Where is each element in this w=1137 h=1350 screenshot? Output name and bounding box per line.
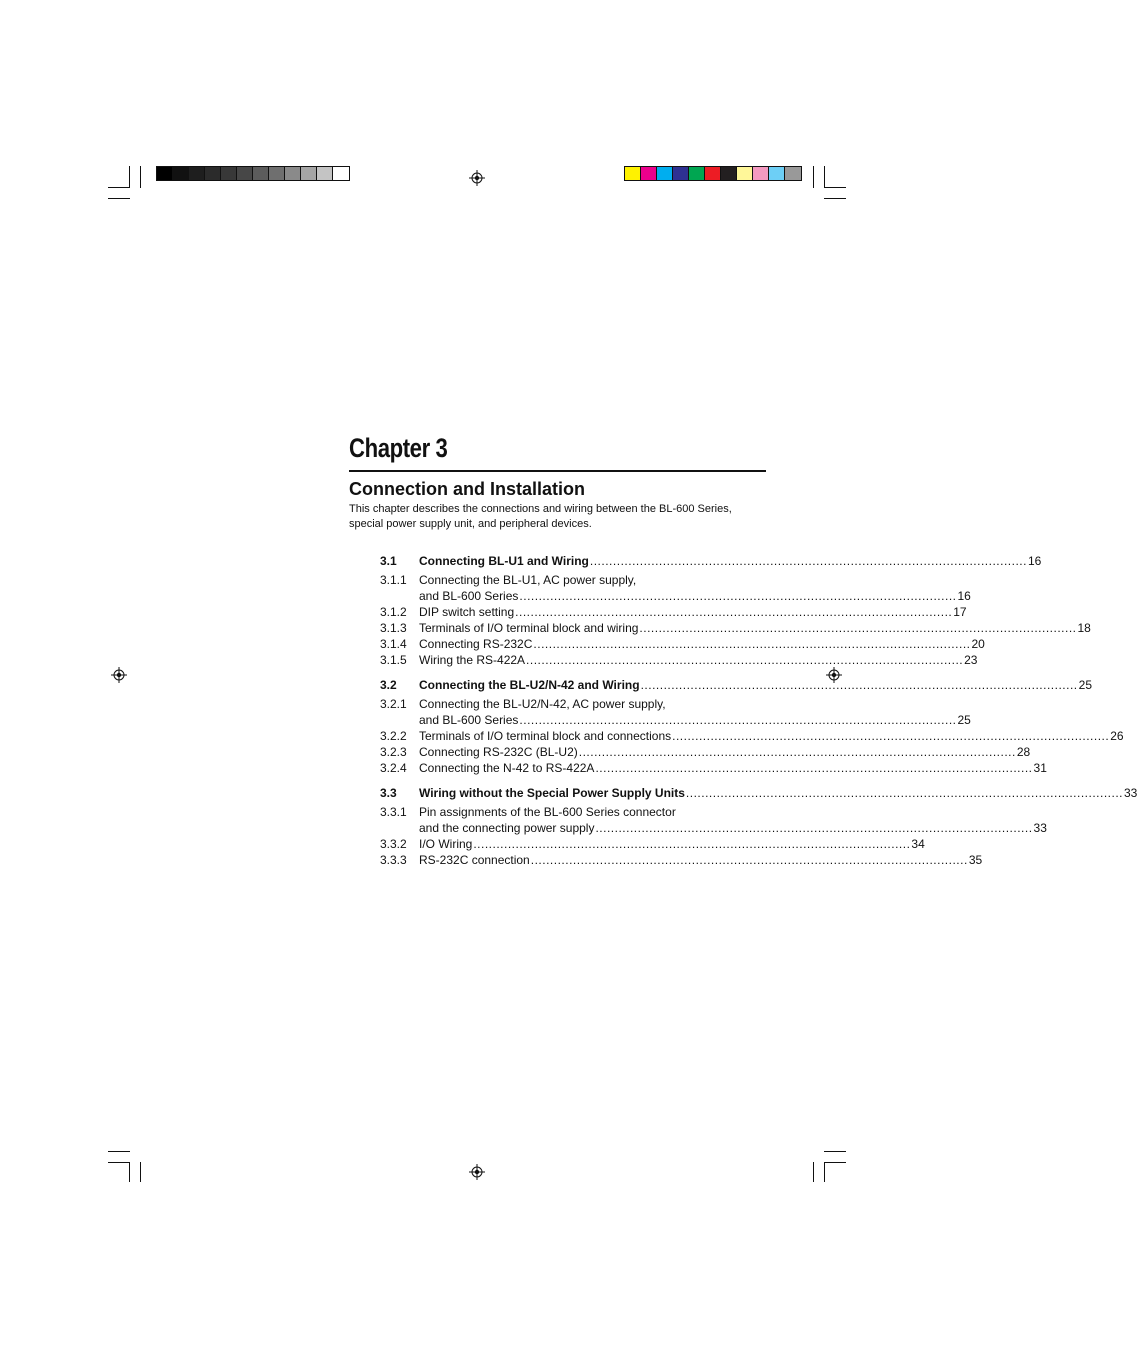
toc-leader: .................................................................................................................. (515, 605, 953, 619)
color-swatch (189, 167, 205, 180)
toc-title: Connecting BL-U1 and Wiring (419, 554, 589, 568)
toc-entry-3-2-3[interactable] (380, 744, 1031, 760)
toc-leader: .................................................................................................................. (672, 729, 1110, 743)
toc-leader: .................................................................................................................. (639, 621, 1077, 635)
toc-title: Terminals of I/O terminal block and connections (419, 729, 672, 743)
intro-line: This chapter describes the connections and wiring between the BL-600 Series, (349, 503, 732, 515)
color-swatch (753, 167, 769, 180)
color-swatch (673, 167, 689, 180)
intro-text (349, 502, 769, 531)
toc-page: 25 (1078, 678, 1092, 692)
color-swatch (769, 167, 785, 180)
toc-title: Connecting RS-232C (419, 637, 533, 651)
toc-number: 3.3 (380, 786, 397, 800)
toc-number: 3.1.4 (380, 637, 407, 651)
toc-number: 3.3.1 (380, 805, 407, 819)
toc-title: Connecting the BL-U2/N-42, AC power supply, (419, 697, 666, 711)
color-swatch (253, 167, 269, 180)
color-swatch (333, 167, 349, 180)
color-swatch (285, 167, 301, 180)
grayscale-calibration-bar (156, 166, 350, 181)
toc-entry-3-1-1[interactable] (380, 572, 766, 588)
color-swatch (301, 167, 317, 180)
color-swatch (641, 167, 657, 180)
toc-title: Pin assignments of the BL-600 Series connector (419, 805, 676, 819)
toc-leader: .................................................................................................................. (595, 821, 1033, 835)
toc-page: 17 (953, 605, 967, 619)
color-swatch (269, 167, 285, 180)
toc-entry-3-2-4[interactable] (380, 760, 1047, 776)
toc-title: I/O Wiring (419, 837, 473, 851)
toc-number: 3.2.2 (380, 729, 407, 743)
toc-number: 3.2 (380, 678, 397, 692)
toc-title: Wiring the RS-422A (419, 653, 526, 667)
toc-leader: .................................................................................................................. (533, 637, 971, 651)
toc-leader: .................................................................................................................. (519, 589, 957, 603)
toc-page: 16 (957, 589, 971, 603)
toc-entry-3-2-1[interactable] (380, 696, 766, 712)
toc-number: 3.1.3 (380, 621, 407, 635)
toc-entry-3-2-1-cont[interactable] (380, 712, 971, 728)
toc-page: 34 (911, 837, 925, 851)
toc-title: Terminals of I/O terminal block and wiring (419, 621, 639, 635)
toc-title: and BL-600 Series (419, 713, 519, 727)
registration-target-icon (469, 1164, 485, 1180)
toc-leader: .................................................................................................................. (519, 713, 957, 727)
toc-entry-3-1-5[interactable] (380, 652, 978, 668)
toc-page: 25 (957, 713, 971, 727)
color-swatch (221, 167, 237, 180)
toc-entry-3-3-1[interactable] (380, 804, 766, 820)
toc-leader: .................................................................................................................. (530, 853, 968, 867)
toc-number: 3.2.4 (380, 761, 407, 775)
color-swatch (157, 167, 173, 180)
toc-leader: .................................................................................................................. (685, 786, 1123, 800)
toc-number: 3.1.2 (380, 605, 407, 619)
toc-leader: .................................................................................................................. (578, 745, 1016, 759)
toc-entry-3-3-3[interactable] (380, 852, 983, 868)
title-rule (349, 470, 766, 472)
toc-number: 3.2.3 (380, 745, 407, 759)
toc-title: Connecting the BL-U2/N-42 and Wiring (419, 678, 640, 692)
toc-page: 26 (1110, 729, 1124, 743)
toc-leader: .................................................................................................................. (473, 837, 911, 851)
color-swatch (205, 167, 221, 180)
toc-page: 20 (971, 637, 985, 651)
toc-title: Connecting RS-232C (BL-U2) (419, 745, 578, 759)
toc-page: 33 (1124, 786, 1137, 800)
toc-title: Connecting the BL-U1, AC power supply, (419, 573, 637, 587)
toc-page: 16 (1027, 554, 1042, 568)
chapter-title: Chapter 3 (349, 433, 448, 463)
toc-leader: .................................................................................................................. (589, 554, 1027, 568)
toc-number: 3.3.3 (380, 853, 407, 867)
toc-entry-3-1-3[interactable] (380, 620, 1091, 636)
toc-number: 3.3.2 (380, 837, 407, 851)
toc-page: 18 (1077, 621, 1091, 635)
toc-page: 23 (964, 653, 978, 667)
toc-leader: .................................................................................................................. (640, 678, 1078, 692)
color-swatch (173, 167, 189, 180)
color-swatch (317, 167, 333, 180)
registration-target-icon (469, 170, 485, 186)
toc-title: and BL-600 Series (419, 589, 519, 603)
registration-target-icon (111, 667, 127, 683)
color-swatch (657, 167, 673, 180)
toc-title: RS-232C connection (419, 853, 530, 867)
toc-entry-3-1-1-cont[interactable] (380, 588, 971, 604)
toc-number: 3.1.5 (380, 653, 407, 667)
toc-entry-3-3-1-cont[interactable] (380, 820, 1047, 836)
color-swatch (785, 167, 801, 180)
toc-entry-3-1[interactable] (380, 553, 1042, 569)
toc-title: Wiring without the Special Power Supply Units (419, 786, 685, 800)
toc-leader: .................................................................................................................. (526, 653, 964, 667)
toc-entry-3-2-2[interactable] (380, 728, 1124, 744)
toc-entry-3-2[interactable] (380, 677, 1092, 693)
toc-title: Connecting the N-42 to RS-422A (419, 761, 595, 775)
toc-entry-3-1-2[interactable] (380, 604, 967, 620)
color-calibration-bar (624, 166, 802, 181)
toc-page: 35 (968, 853, 983, 867)
toc-entry-3-3[interactable] (380, 785, 1137, 801)
toc-number: 3.2.1 (380, 697, 407, 711)
color-swatch (737, 167, 753, 180)
toc-title: and the connecting power supply (419, 821, 595, 835)
toc-leader: .................................................................................................................. (595, 761, 1033, 775)
intro-line: special power supply unit, and peripheral devices. (349, 517, 592, 530)
toc-entry-3-1-4[interactable] (380, 636, 985, 652)
toc-page: 28 (1016, 745, 1031, 759)
section-heading: Connection and Installation (349, 479, 586, 499)
color-swatch (705, 167, 721, 180)
toc-title: DIP switch setting (419, 605, 515, 619)
color-swatch (689, 167, 705, 180)
toc-page: 31 (1033, 761, 1047, 775)
color-swatch (625, 167, 641, 180)
toc-number: 3.1.1 (380, 573, 407, 587)
toc-number: 3.1 (380, 554, 397, 568)
color-swatch (237, 167, 253, 180)
color-swatch (721, 167, 737, 180)
toc-entry-3-3-2[interactable] (380, 836, 925, 852)
toc-page: 33 (1033, 821, 1047, 835)
